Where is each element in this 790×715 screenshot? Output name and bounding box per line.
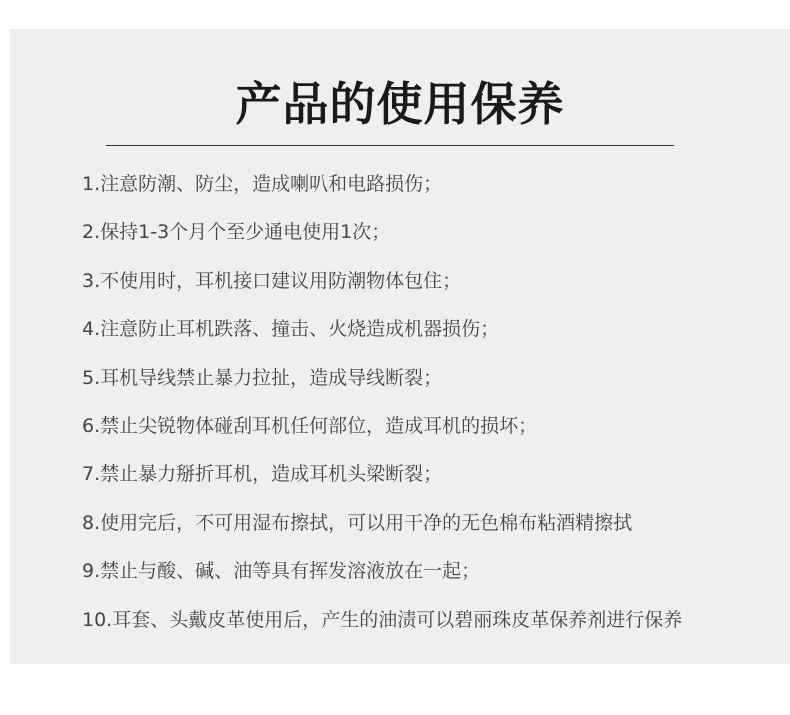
title-divider: [106, 145, 674, 146]
list-item: 1.注意防潮、防尘，造成喇叭和电路损伤；: [82, 173, 443, 195]
list-item: 8.使用完后，不可用湿布擦拭，可以用干净的无色棉布粘酒精擦拭: [82, 511, 633, 534]
list-item: 4.注意防止耳机跌落、撞击、火烧造成机器损伤；: [82, 318, 500, 341]
list-item: 9.禁止与酸、碱、油等具有挥发溶液放在一起；: [82, 560, 481, 583]
list-item: 6.禁止尖锐物体碰刮耳机任何部位，造成耳机的损坏；: [82, 414, 538, 437]
list-item: 10.耳套、头戴皮革使用后，产生的油渍可以碧丽珠皮革保养剂进行保养: [82, 608, 683, 631]
page-title: 产品的使用保养: [235, 77, 565, 131]
list-item: 7.禁止暴力掰折耳机，造成耳机头梁断裂；: [82, 463, 443, 486]
list-item: 2.保持1-3个月个至少通电使用1次；: [82, 221, 391, 244]
list-item: 5.耳机导线禁止暴力拉扯，造成导线断裂；: [82, 366, 443, 389]
list-item: 3.不使用时，耳机接口建议用防潮物体包住；: [82, 269, 462, 292]
care-instructions-list: [82, 168, 682, 652]
